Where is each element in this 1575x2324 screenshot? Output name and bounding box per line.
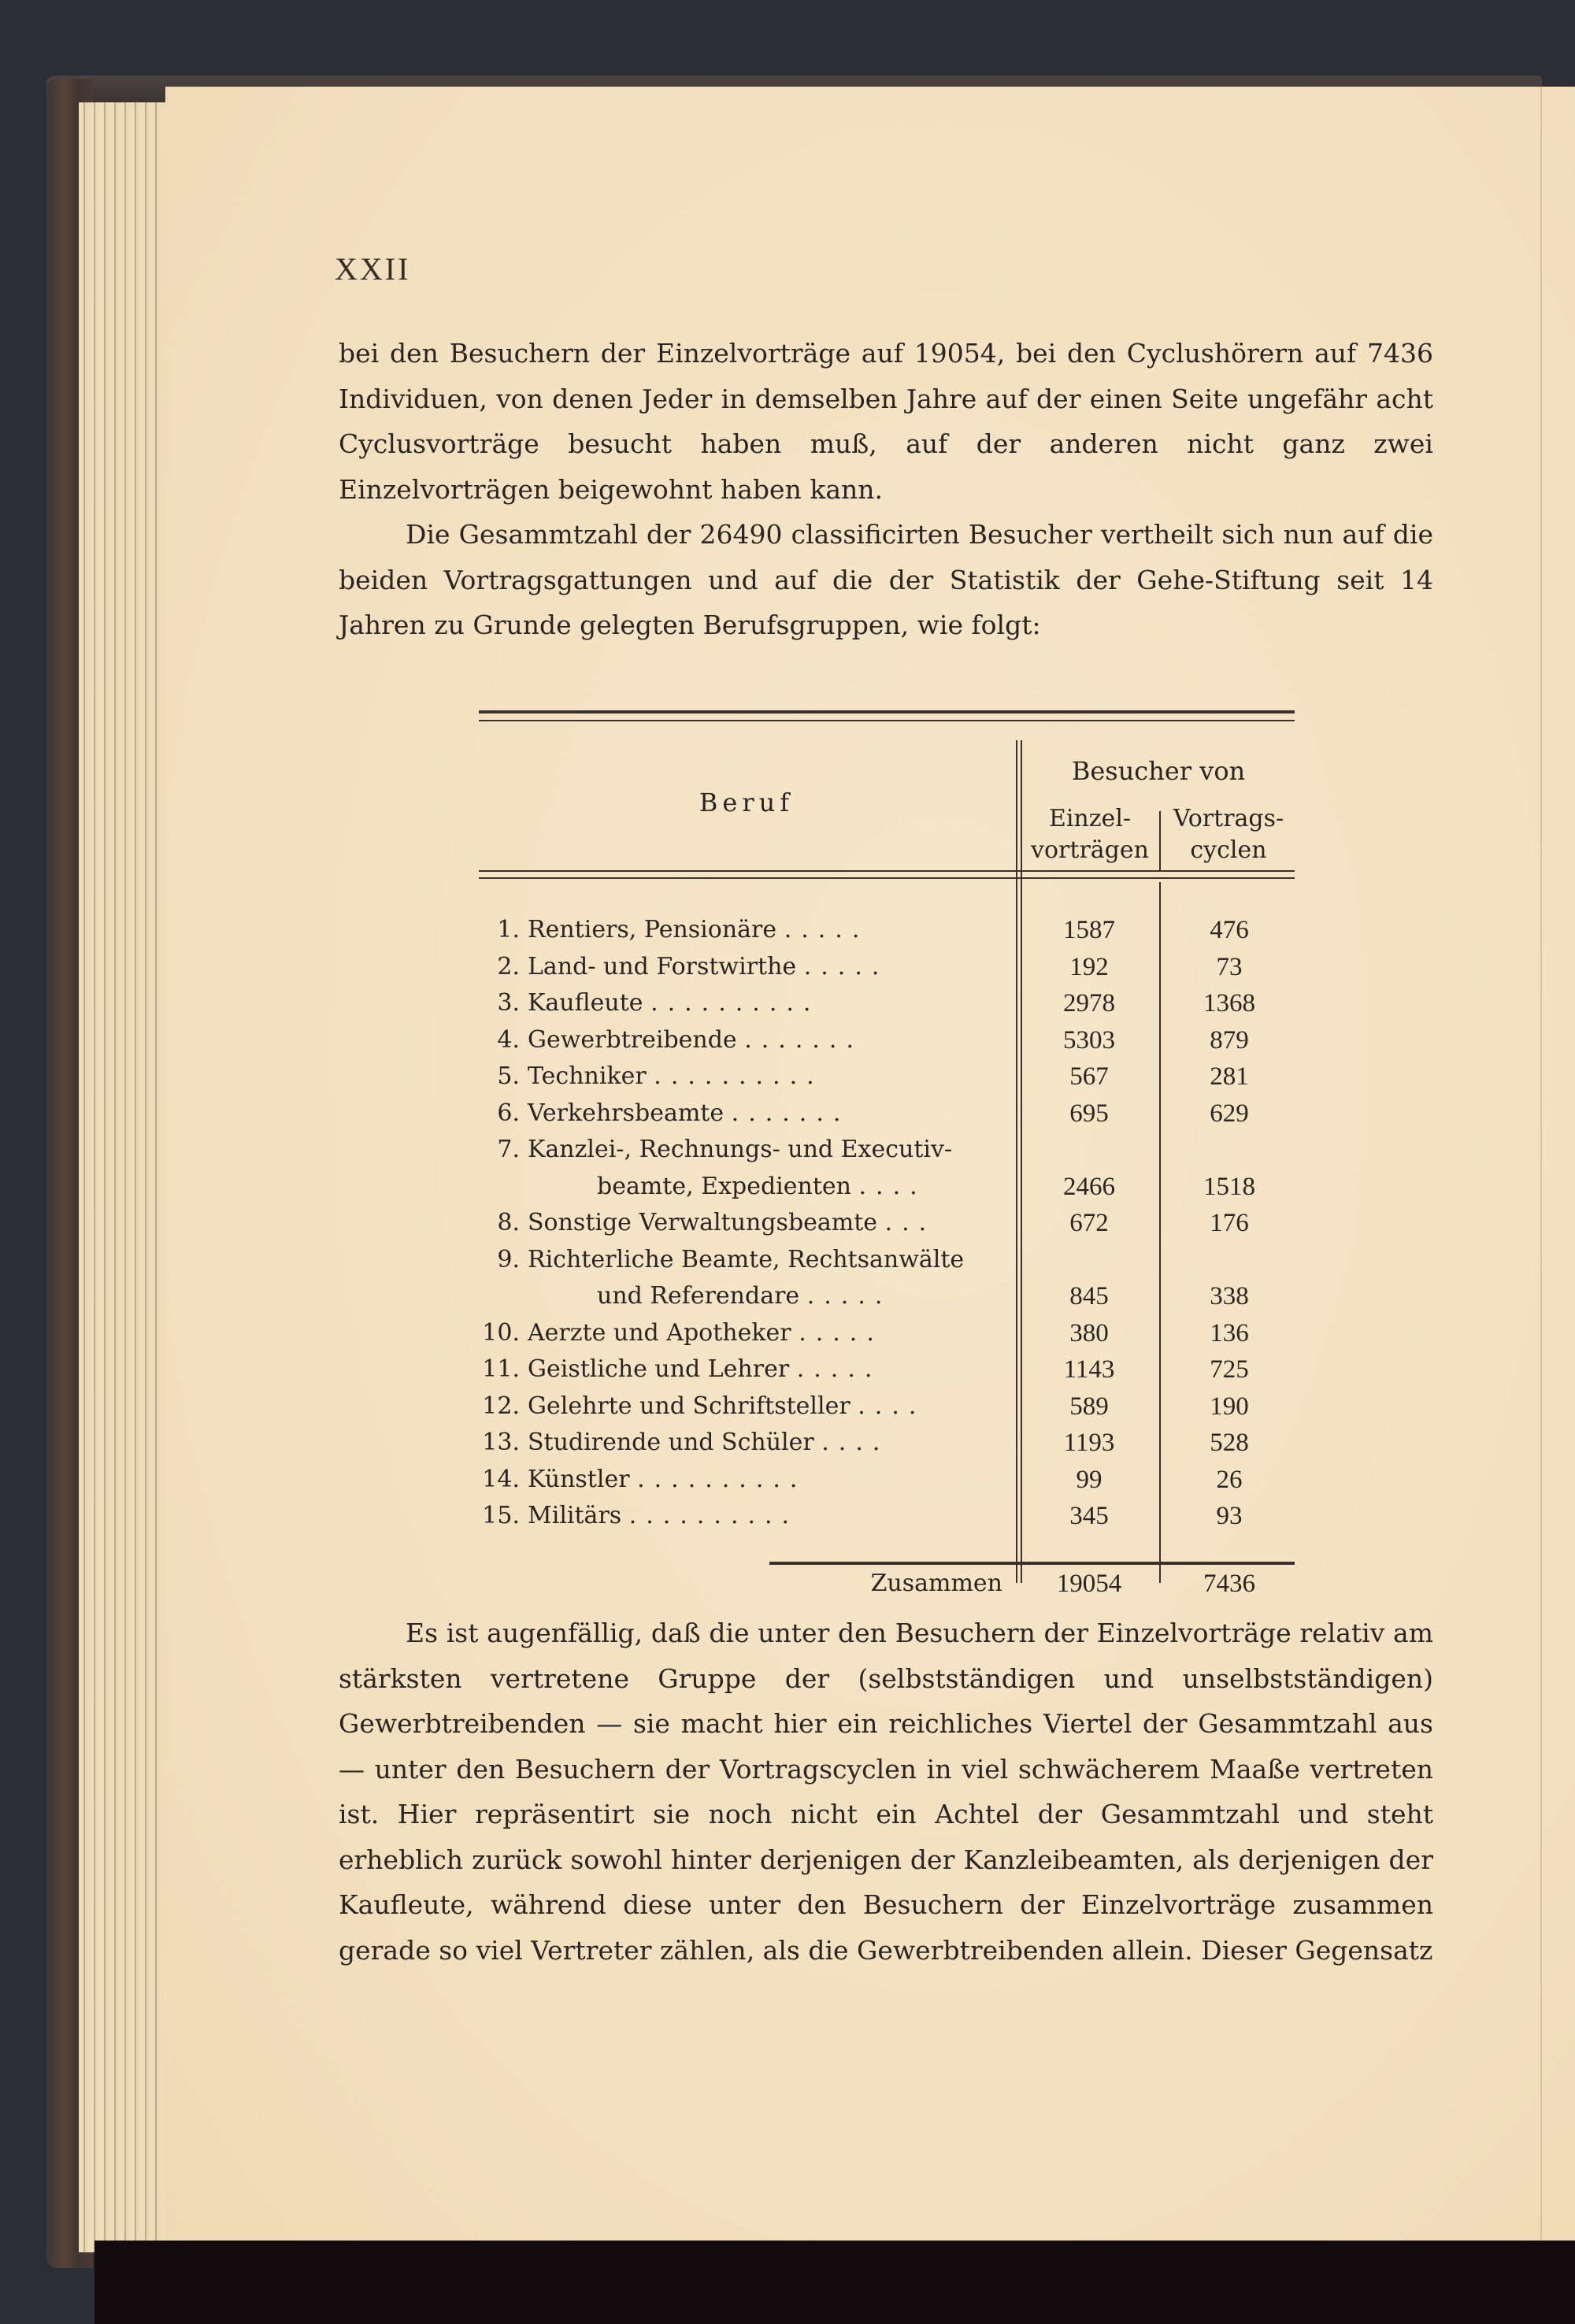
row-label [479, 1351, 1002, 1388]
cell-vortragscyclen: 281 [1210, 1062, 1249, 1091]
row-occupation: Aerzte und Apotheker [528, 1318, 791, 1347]
table-top-rule-thin [479, 720, 1295, 721]
row-label [479, 1425, 1002, 1462]
cell-vortragscyclen: 26 [1216, 1465, 1243, 1494]
row-occupation: Künstler [528, 1465, 630, 1493]
row-number: 9. [497, 1245, 520, 1273]
table-row [479, 1425, 1295, 1462]
table-row [479, 949, 1295, 986]
row-label [479, 1388, 1002, 1425]
row-label [479, 1022, 1002, 1059]
cell-einzelvortraege: 695 [1069, 1099, 1109, 1128]
table-row [479, 985, 1295, 1022]
paragraph-3 [339, 1610, 1433, 1973]
leader-dots: .... [858, 1392, 926, 1420]
leader-dots: ..... [806, 1282, 892, 1310]
cell-vortragscyclen: 338 [1210, 1282, 1249, 1310]
cell-vortragscyclen: 725 [1210, 1355, 1249, 1384]
row-label [479, 1205, 1002, 1242]
row-occupation: Land- und Forstwirthe [528, 952, 797, 980]
total-einzelvortraege: 19054 [1056, 1570, 1122, 1598]
row-label [479, 1058, 1002, 1095]
row-occupation: Studirende und Schüler [528, 1429, 814, 1456]
leader-dots: ..... [796, 1355, 882, 1383]
row-number: 1. [497, 916, 520, 943]
table-row [479, 1462, 1295, 1499]
row-number: 11. [482, 1355, 520, 1383]
leader-dots: .... [858, 1172, 927, 1200]
table-row [479, 1498, 1295, 1535]
cell-einzelvortraege: 192 [1069, 952, 1109, 981]
row-label [479, 1498, 1002, 1535]
bottom-shadow [94, 2241, 1575, 2324]
row-occupation-cont: beamte, Expedienten [597, 1172, 851, 1200]
leader-dots: ..... [803, 952, 889, 980]
leader-dots: ....... [731, 1099, 850, 1127]
paragraph-text: Die Gesammtzahl der 26490 classificirten Besucher vertheilt sich nun auf die beiden Vortragsgattungen und auf die der Statistik der Gehe-Stiftung seit 14 Jahren zu Grunde gelegten Berufsgruppen, wie folgt: [339, 519, 1433, 640]
row-label [479, 1242, 1002, 1279]
header-cyclen-line2: cyclen [1190, 836, 1267, 864]
leader-dots: ..... [799, 1318, 884, 1347]
header-besucher-von: Besucher von [1071, 756, 1246, 786]
cell-vortragscyclen: 176 [1210, 1209, 1249, 1237]
leader-dots: ..... [784, 916, 869, 943]
cell-einzelvortraege: 345 [1069, 1502, 1109, 1530]
cell-vortragscyclen: 1368 [1203, 989, 1255, 1017]
row-occupation: Gewerbtreibende [528, 1025, 737, 1054]
table-row [479, 1058, 1295, 1095]
page-gutter-line [1540, 87, 1542, 2244]
header-einzelvortraegen [1021, 803, 1159, 866]
leader-dots: ... [884, 1209, 936, 1236]
row-number: 13. [482, 1429, 520, 1456]
row-occupation: Militärs [528, 1502, 622, 1529]
row-occupation: Kaufleute [528, 989, 643, 1017]
cell-einzelvortraege: 380 [1069, 1318, 1109, 1347]
paragraph-2 [339, 512, 1433, 648]
cell-vortragscyclen: 879 [1210, 1025, 1249, 1055]
row-number: 5. [497, 1062, 520, 1090]
cell-einzelvortraege: 99 [1076, 1465, 1102, 1494]
cell-einzelvortraege: 567 [1069, 1062, 1109, 1091]
cell-vortragscyclen: 629 [1210, 1099, 1249, 1128]
cell-einzelvortraege: 5303 [1063, 1025, 1115, 1055]
row-occupation: Techniker [528, 1062, 647, 1090]
cell-vortragscyclen: 73 [1216, 952, 1243, 981]
cell-vortragscyclen: 528 [1210, 1429, 1249, 1457]
leader-dots: .......... [637, 1465, 807, 1493]
row-number: 14. [482, 1465, 520, 1493]
cell-vortragscyclen: 136 [1210, 1318, 1249, 1347]
cell-vortragscyclen: 93 [1216, 1502, 1243, 1530]
row-occupation-cont: und Referendare [597, 1282, 800, 1310]
leader-dots: .......... [628, 1502, 799, 1529]
table-row [479, 912, 1295, 949]
row-number: 4. [497, 1025, 520, 1054]
table-top-rule [479, 710, 1295, 714]
row-occupation: Richterliche Beamte, Rechtsanwälte [528, 1245, 965, 1273]
table-row [479, 1388, 1295, 1425]
table-row-label-line [479, 1132, 1295, 1169]
cell-einzelvortraege: 1587 [1063, 916, 1115, 944]
header-beruf: Beruf [699, 788, 795, 817]
table-row-label-line [479, 1242, 1295, 1279]
row-number: 3. [497, 989, 520, 1017]
table-row [479, 1095, 1295, 1132]
row-label [479, 1095, 1002, 1132]
table-row [479, 1169, 1295, 1206]
table-row [479, 1278, 1295, 1315]
cell-vortragscyclen: 476 [1210, 916, 1249, 944]
table-row [479, 1315, 1295, 1352]
row-occupation: Rentiers, Pensionäre [528, 916, 777, 943]
total-vortragscyclen: 7436 [1203, 1570, 1255, 1598]
header-rule-1 [479, 870, 1295, 872]
total-label: Zusammen [870, 1570, 1002, 1597]
page-number: XXII [335, 251, 411, 287]
table-row [479, 1022, 1295, 1059]
table-row [479, 1351, 1295, 1388]
row-occupation: Geistliche und Lehrer [528, 1355, 790, 1383]
table-row [479, 1205, 1295, 1242]
header-einzel-line2: vorträgen [1031, 836, 1149, 864]
leader-dots: ....... [744, 1025, 863, 1054]
cell-einzelvortraege: 672 [1069, 1209, 1109, 1237]
leader-dots: .... [821, 1429, 890, 1456]
cell-einzelvortraege: 2466 [1063, 1172, 1115, 1201]
leader-dots: .......... [650, 989, 821, 1017]
header-rule-2 [479, 877, 1295, 879]
row-label [479, 1315, 1002, 1352]
cell-einzelvortraege: 2978 [1063, 989, 1115, 1017]
row-occupation: Sonstige Verwaltungsbeamte [528, 1209, 878, 1236]
cell-einzelvortraege: 845 [1069, 1282, 1109, 1310]
row-occupation: Gelehrte und Schriftsteller [528, 1392, 850, 1420]
header-einzel-line1: Einzel- [1048, 805, 1132, 832]
header-vortragscyclen [1161, 803, 1296, 866]
cell-vortragscyclen: 1518 [1203, 1172, 1255, 1201]
row-occupation: Verkehrsbeamte [528, 1099, 724, 1127]
paragraph-text: Es ist augenfällig, daß die unter den Besuchern der Einzelvorträge relativ am stärksten vertretene Gruppe der (selbstständigen und unselbstständigen) Gewerbtreibenden — sie macht hier ein reichliches Viertel der Gesammtzahl aus — unter den Besuchern der Vortragscyclen in viel schwächerem Maaße vertreten ist. Hier repräsentirt sie noch nicht ein Achtel der Gesammtzahl und steht erheblich zurück sowohl hinter derjenigen der Kanzleibeamten, als derjenigen der Kaufleute, während diese unter den Besuchern der Einzelvorträge zusammen gerade so viel Vertreter zählen, als die Gewerbtreibenden allein. Dieser Gegensatz [339, 1618, 1433, 1966]
row-occupation: Kanzlei-, Rechnungs- und Executiv- [528, 1136, 953, 1163]
row-label [479, 1132, 1002, 1169]
paragraph-1 [339, 331, 1433, 512]
leader-dots: .......... [654, 1062, 824, 1090]
cell-vortragscyclen: 190 [1210, 1392, 1249, 1421]
row-label [479, 912, 1002, 949]
row-number: 6. [497, 1099, 520, 1127]
cell-einzelvortraege: 589 [1069, 1392, 1109, 1421]
row-number: 2. [497, 952, 520, 980]
row-label [479, 985, 1002, 1022]
page-edges-stack [79, 102, 167, 2252]
table-total-row [479, 1566, 1295, 1603]
row-number: 8. [497, 1209, 520, 1236]
sum-rule [769, 1562, 1295, 1565]
cell-einzelvortraege: 1193 [1063, 1429, 1115, 1457]
row-label [479, 949, 1002, 986]
cell-einzelvortraege: 1143 [1063, 1355, 1115, 1384]
paragraph-text: bei den Besuchern der Einzelvorträge auf 19054, bei den Cyclushörern auf 7436 Individuen, von denen Jeder in demselben Jahre auf der einen Seite ungefähr acht Cyclusvorträge besucht haben muß, auf der anderen nicht ganz zwei Einzelvorträgen beigewohnt haben kann. [339, 338, 1433, 505]
header-cyclen-line1: Vortrags- [1173, 805, 1284, 832]
row-number: 10. [482, 1318, 520, 1347]
row-number: 7. [497, 1136, 520, 1163]
row-number: 15. [482, 1502, 520, 1529]
row-label [479, 1462, 1002, 1499]
row-number: 12. [482, 1392, 520, 1420]
